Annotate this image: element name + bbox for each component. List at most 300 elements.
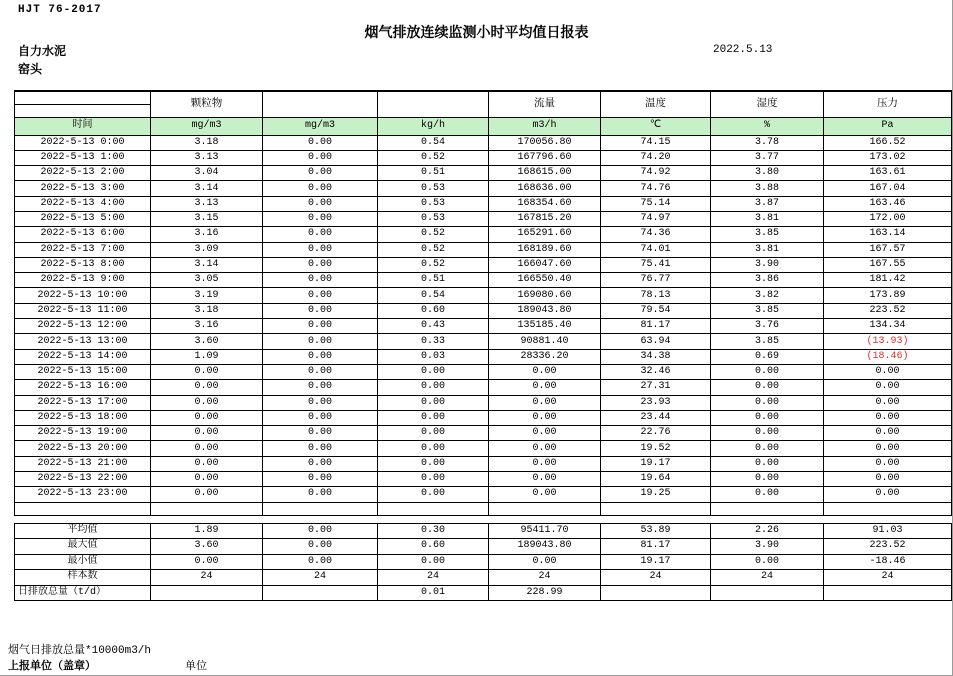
hour-label-cell: 2022-5-13 10:00 xyxy=(15,288,151,303)
hour-value-cell: 32.46 xyxy=(601,364,711,379)
summary-value-cell xyxy=(151,585,263,601)
hour-value-cell: 0.00 xyxy=(263,410,378,425)
hour-value-cell: 135185.40 xyxy=(489,319,601,334)
summary-rows xyxy=(15,523,952,601)
hour-value-cell: 0.60 xyxy=(378,303,489,318)
hour-value-cell: 167815.20 xyxy=(489,211,601,226)
report-title: 烟气排放连续监测小时平均值日报表 xyxy=(364,24,589,40)
hour-value-cell: 0.53 xyxy=(378,211,489,226)
hour-value-cell: 0.00 xyxy=(489,472,601,487)
hour-value-cell: 0.00 xyxy=(263,303,378,318)
hour-value-cell: 3.81 xyxy=(711,242,824,257)
hour-value-cell: 22.76 xyxy=(601,426,711,441)
summary-value-cell: 0.01 xyxy=(378,585,489,601)
hour-row xyxy=(15,380,952,395)
hour-value-cell: 0.00 xyxy=(711,487,824,502)
hour-value-cell: 3.04 xyxy=(151,166,263,181)
summary-value-cell: -18.46 xyxy=(824,554,952,570)
hour-value-cell: 163.14 xyxy=(824,227,952,242)
hour-value-cell: 3.80 xyxy=(711,166,824,181)
hour-value-cell: 173.89 xyxy=(824,288,952,303)
hour-value-cell: 0.00 xyxy=(263,196,378,211)
hour-value-cell: 0.00 xyxy=(263,334,378,349)
hour-value-cell: 0.00 xyxy=(824,410,952,425)
hour-value-cell: 3.18 xyxy=(151,303,263,318)
hour-value-cell: 0.54 xyxy=(378,135,489,150)
hour-value-cell: 0.00 xyxy=(378,380,489,395)
summary-value-cell: 0.00 xyxy=(489,554,601,570)
summary-value-cell: 24 xyxy=(151,570,263,586)
hour-value-cell: 168354.60 xyxy=(489,196,601,211)
hour-value-cell: 172.00 xyxy=(824,211,952,226)
hour-value-cell: 3.86 xyxy=(711,273,824,288)
hour-value-cell: 27.31 xyxy=(601,380,711,395)
hour-label-cell: 2022-5-13 21:00 xyxy=(15,456,151,471)
hour-value-cell: 0.00 xyxy=(263,288,378,303)
hour-value-cell: 0.00 xyxy=(378,487,489,502)
hour-label-cell: 2022-5-13 0:00 xyxy=(15,135,151,150)
hour-value-cell: 0.00 xyxy=(263,319,378,334)
hour-value-cell: 0.00 xyxy=(263,472,378,487)
hour-value-cell: 0.51 xyxy=(378,273,489,288)
summary-value-cell: 24 xyxy=(711,570,824,586)
summary-value-cell: 3.90 xyxy=(711,539,824,555)
hour-label-cell: 2022-5-13 16:00 xyxy=(15,380,151,395)
blank-cell xyxy=(378,502,489,515)
hour-row xyxy=(15,181,952,196)
hour-value-cell: 0.00 xyxy=(711,395,824,410)
hour-value-cell: 0.00 xyxy=(263,227,378,242)
unit-time: 时间 xyxy=(15,117,151,135)
summary-value-cell: 0.00 xyxy=(263,554,378,570)
hour-label-cell: 2022-5-13 3:00 xyxy=(15,181,151,196)
summary-value-cell: 24 xyxy=(378,570,489,586)
hour-row xyxy=(15,426,952,441)
hour-value-cell: 74.76 xyxy=(601,181,711,196)
hour-value-cell: 74.01 xyxy=(601,242,711,257)
hour-value-cell: (18.46) xyxy=(824,349,952,364)
hour-value-cell: 3.81 xyxy=(711,211,824,226)
hour-value-cell: 0.00 xyxy=(824,472,952,487)
hour-label-cell: 2022-5-13 23:00 xyxy=(15,487,151,502)
hour-row xyxy=(15,410,952,425)
summary-value-cell xyxy=(711,585,824,601)
hour-value-cell: 189043.80 xyxy=(489,303,601,318)
hour-row xyxy=(15,441,952,456)
summary-value-cell: 91.03 xyxy=(824,523,952,539)
hour-label-cell: 2022-5-13 4:00 xyxy=(15,196,151,211)
blank-row xyxy=(15,502,952,515)
hour-value-cell: 74.36 xyxy=(601,227,711,242)
hour-value-cell: 28336.20 xyxy=(489,349,601,364)
hour-value-cell: 181.42 xyxy=(824,273,952,288)
unit-mgm3-2: mg/m3 xyxy=(263,117,378,135)
hour-value-cell: 3.60 xyxy=(151,334,263,349)
hour-value-cell: 168189.60 xyxy=(489,242,601,257)
hour-value-cell: 0.00 xyxy=(489,364,601,379)
hour-value-cell: 0.00 xyxy=(263,273,378,288)
hour-value-cell: 0.00 xyxy=(151,487,263,502)
blank-cell xyxy=(151,502,263,515)
hour-value-cell: 0.54 xyxy=(378,288,489,303)
summary-value-cell: 0.00 xyxy=(151,554,263,570)
hour-value-cell: 168636.00 xyxy=(489,181,601,196)
hour-value-cell: 0.00 xyxy=(711,380,824,395)
blank-cell xyxy=(489,502,601,515)
hour-row xyxy=(15,319,952,334)
hour-value-cell: 0.00 xyxy=(378,456,489,471)
hour-row xyxy=(15,242,952,257)
hour-label-cell: 2022-5-13 20:00 xyxy=(15,441,151,456)
hour-value-cell: 0.00 xyxy=(263,441,378,456)
summary-value-cell: 228.99 xyxy=(489,585,601,601)
summary-value-cell: 0.00 xyxy=(263,523,378,539)
summary-value-cell: 1.89 xyxy=(151,523,263,539)
hour-row xyxy=(15,456,952,471)
hour-value-cell: 3.13 xyxy=(151,150,263,165)
hour-value-cell: 0.00 xyxy=(263,135,378,150)
hour-value-cell: 166.52 xyxy=(824,135,952,150)
header-humidity: 湿度 xyxy=(711,91,824,117)
unit-percent: % xyxy=(711,117,824,135)
hour-value-cell: 0.00 xyxy=(711,410,824,425)
hour-value-cell: 0.52 xyxy=(378,150,489,165)
hour-value-cell: 0.00 xyxy=(263,487,378,502)
hour-value-cell: 0.00 xyxy=(263,395,378,410)
header-time-blank-top xyxy=(15,91,151,104)
hour-label-cell: 2022-5-13 19:00 xyxy=(15,426,151,441)
hour-value-cell: 3.16 xyxy=(151,319,263,334)
blank-cell xyxy=(263,502,378,515)
standard-code: HJT 76-2017 xyxy=(18,4,102,16)
hour-row xyxy=(15,227,952,242)
hour-value-cell: 0.00 xyxy=(824,487,952,502)
hour-value-cell: 166550.40 xyxy=(489,273,601,288)
hour-value-cell: 0.00 xyxy=(378,441,489,456)
hour-row xyxy=(15,334,952,349)
hour-value-cell: 223.52 xyxy=(824,303,952,318)
hour-value-cell: 168615.00 xyxy=(489,166,601,181)
summary-table xyxy=(14,523,952,602)
header-blank-col3 xyxy=(263,91,378,117)
hour-value-cell: 78.13 xyxy=(601,288,711,303)
hour-value-cell: 0.00 xyxy=(263,364,378,379)
hour-row xyxy=(15,273,952,288)
hour-value-cell: 19.25 xyxy=(601,487,711,502)
summary-value-cell: 53.89 xyxy=(601,523,711,539)
hour-label-cell: 2022-5-13 2:00 xyxy=(15,166,151,181)
hour-value-cell: 0.00 xyxy=(263,426,378,441)
hour-value-cell: 163.61 xyxy=(824,166,952,181)
table-section-gap xyxy=(14,516,951,523)
hour-value-cell: 0.00 xyxy=(824,364,952,379)
summary-row xyxy=(15,523,952,539)
summary-value-cell: 95411.70 xyxy=(489,523,601,539)
hour-value-cell: 0.00 xyxy=(824,456,952,471)
hour-value-cell: 0.00 xyxy=(378,426,489,441)
hour-label-cell: 2022-5-13 15:00 xyxy=(15,364,151,379)
unit-label: 单位 xyxy=(185,661,207,673)
summary-value-cell: 223.52 xyxy=(824,539,952,555)
hour-value-cell: 23.44 xyxy=(601,410,711,425)
hour-row xyxy=(15,303,952,318)
hour-value-cell: 3.15 xyxy=(151,211,263,226)
hour-value-cell: 0.00 xyxy=(489,441,601,456)
hour-value-cell: 3.13 xyxy=(151,196,263,211)
hour-value-cell: 167.57 xyxy=(824,242,952,257)
hour-value-cell: 0.00 xyxy=(263,181,378,196)
hour-value-cell: 166047.60 xyxy=(489,257,601,272)
hour-value-cell: 134.34 xyxy=(824,319,952,334)
report-date: 2022.5.13 xyxy=(713,44,773,56)
unit-pa: Pa xyxy=(824,117,952,135)
hour-value-cell: 0.03 xyxy=(378,349,489,364)
summary-row xyxy=(15,585,952,601)
hour-row xyxy=(15,487,952,502)
hour-value-cell: 0.00 xyxy=(151,395,263,410)
daily-total-note: 烟气日排放总量*10000m3/h xyxy=(8,645,152,657)
hour-value-cell: 0.00 xyxy=(711,441,824,456)
unit-mgm3-1: mg/m3 xyxy=(151,117,263,135)
hourly-data-table xyxy=(14,90,952,516)
hour-value-cell: 170056.80 xyxy=(489,135,601,150)
hour-value-cell: 0.00 xyxy=(711,472,824,487)
blank-cell xyxy=(15,502,151,515)
hour-label-cell: 2022-5-13 1:00 xyxy=(15,150,151,165)
summary-value-cell xyxy=(263,585,378,601)
hour-row xyxy=(15,288,952,303)
summary-value-cell: 24 xyxy=(263,570,378,586)
hour-value-cell: 173.02 xyxy=(824,150,952,165)
hour-value-cell: 0.00 xyxy=(824,380,952,395)
hour-value-cell: 0.00 xyxy=(263,242,378,257)
hour-value-cell: 0.00 xyxy=(263,150,378,165)
hour-value-cell: 0.00 xyxy=(151,380,263,395)
hour-row xyxy=(15,364,952,379)
hour-value-cell: 75.14 xyxy=(601,196,711,211)
summary-label-cell: 日排放总量（t/d） xyxy=(15,585,151,601)
hour-value-cell: 0.00 xyxy=(263,456,378,471)
hour-value-cell: 163.46 xyxy=(824,196,952,211)
unit-m3h: m3/h xyxy=(489,117,601,135)
hour-value-cell: 3.85 xyxy=(711,227,824,242)
hour-value-cell: 3.88 xyxy=(711,181,824,196)
hour-value-cell: 167.55 xyxy=(824,257,952,272)
hour-label-cell: 2022-5-13 7:00 xyxy=(15,242,151,257)
hour-value-cell: 3.09 xyxy=(151,242,263,257)
hour-row xyxy=(15,257,952,272)
hour-value-cell: 0.00 xyxy=(263,211,378,226)
unit-celsius: ℃ xyxy=(601,117,711,135)
summary-label-cell: 平均值 xyxy=(15,523,151,539)
hour-value-cell: 3.14 xyxy=(151,257,263,272)
hour-value-cell: 0.33 xyxy=(378,334,489,349)
summary-value-cell: 0.00 xyxy=(378,554,489,570)
hour-value-cell: 23.93 xyxy=(601,395,711,410)
summary-value-cell: 24 xyxy=(824,570,952,586)
summary-value-cell xyxy=(824,585,952,601)
summary-value-cell: 24 xyxy=(489,570,601,586)
summary-value-cell: 0.30 xyxy=(378,523,489,539)
hour-value-cell: (13.93) xyxy=(824,334,952,349)
hour-value-cell: 90881.40 xyxy=(489,334,601,349)
summary-value-cell: 0.00 xyxy=(711,554,824,570)
hour-value-cell: 0.00 xyxy=(711,364,824,379)
hour-value-cell: 0.00 xyxy=(151,426,263,441)
hour-value-cell: 0.00 xyxy=(489,456,601,471)
hour-label-cell: 2022-5-13 5:00 xyxy=(15,211,151,226)
summary-row xyxy=(15,539,952,555)
hour-value-cell: 3.19 xyxy=(151,288,263,303)
hour-label-cell: 2022-5-13 8:00 xyxy=(15,257,151,272)
hour-value-cell: 0.00 xyxy=(711,426,824,441)
header-time-blank-bottom xyxy=(15,104,151,117)
hour-value-cell: 0.52 xyxy=(378,257,489,272)
hour-value-cell: 79.54 xyxy=(601,303,711,318)
hour-label-cell: 2022-5-13 14:00 xyxy=(15,349,151,364)
hour-value-cell: 74.20 xyxy=(601,150,711,165)
hour-value-cell: 74.92 xyxy=(601,166,711,181)
hour-value-cell: 0.00 xyxy=(378,395,489,410)
summary-value-cell: 24 xyxy=(601,570,711,586)
hour-value-cell: 3.90 xyxy=(711,257,824,272)
summary-value-cell: 19.17 xyxy=(601,554,711,570)
summary-value-cell: 3.60 xyxy=(151,539,263,555)
hour-value-cell: 0.52 xyxy=(378,227,489,242)
hour-value-cell: 0.00 xyxy=(151,456,263,471)
hour-value-cell: 3.78 xyxy=(711,135,824,150)
header-pressure: 压力 xyxy=(824,91,952,117)
hour-value-cell: 3.05 xyxy=(151,273,263,288)
hour-value-cell: 0.00 xyxy=(489,380,601,395)
hour-row xyxy=(15,135,952,150)
hour-value-cell: 169080.60 xyxy=(489,288,601,303)
summary-value-cell: 81.17 xyxy=(601,539,711,555)
summary-label-cell: 最大值 xyxy=(15,539,151,555)
header-blank-col4 xyxy=(378,91,489,117)
summary-value-cell: 0.60 xyxy=(378,539,489,555)
hour-row xyxy=(15,196,952,211)
summary-label-cell: 最小值 xyxy=(15,554,151,570)
data-rows xyxy=(15,135,952,502)
hour-value-cell: 3.85 xyxy=(711,334,824,349)
hour-value-cell: 76.77 xyxy=(601,273,711,288)
hour-value-cell: 0.00 xyxy=(378,410,489,425)
hour-value-cell: 0.00 xyxy=(263,380,378,395)
group-header-row-top xyxy=(15,91,952,104)
hour-label-cell: 2022-5-13 6:00 xyxy=(15,227,151,242)
hour-value-cell: 0.00 xyxy=(263,349,378,364)
hour-value-cell: 0.00 xyxy=(489,426,601,441)
report-table-area xyxy=(14,90,951,601)
hour-value-cell: 0.52 xyxy=(378,242,489,257)
company-name: 自力水泥 xyxy=(18,45,67,59)
header-flow: 流量 xyxy=(489,91,601,117)
hour-row xyxy=(15,349,952,364)
hour-label-cell: 2022-5-13 18:00 xyxy=(15,410,151,425)
hour-value-cell: 3.85 xyxy=(711,303,824,318)
hour-row xyxy=(15,150,952,165)
summary-row xyxy=(15,570,952,586)
hour-value-cell: 1.09 xyxy=(151,349,263,364)
hour-value-cell: 0.53 xyxy=(378,181,489,196)
header-particulate: 颗粒物 xyxy=(151,91,263,117)
hour-value-cell: 3.76 xyxy=(711,319,824,334)
hour-label-cell: 2022-5-13 12:00 xyxy=(15,319,151,334)
hour-value-cell: 167.04 xyxy=(824,181,952,196)
blank-cell xyxy=(711,502,824,515)
hour-value-cell: 0.00 xyxy=(378,364,489,379)
monitor-point-name: 窑头 xyxy=(18,63,43,77)
hour-value-cell: 0.00 xyxy=(711,456,824,471)
blank-cell xyxy=(824,502,952,515)
hour-value-cell: 74.15 xyxy=(601,135,711,150)
hour-value-cell: 0.00 xyxy=(824,426,952,441)
reporting-unit-label: 上报单位（盖章） xyxy=(8,661,96,673)
hour-value-cell: 0.53 xyxy=(378,196,489,211)
hour-value-cell: 19.52 xyxy=(601,441,711,456)
summary-value-cell: 2.26 xyxy=(711,523,824,539)
hour-value-cell: 0.00 xyxy=(489,395,601,410)
hour-label-cell: 2022-5-13 22:00 xyxy=(15,472,151,487)
hour-value-cell: 0.00 xyxy=(151,472,263,487)
hour-value-cell: 19.17 xyxy=(601,456,711,471)
hour-value-cell: 34.38 xyxy=(601,349,711,364)
hour-value-cell: 0.00 xyxy=(489,487,601,502)
summary-value-cell: 0.00 xyxy=(263,539,378,555)
hour-value-cell: 0.51 xyxy=(378,166,489,181)
hour-label-cell: 2022-5-13 9:00 xyxy=(15,273,151,288)
hour-value-cell: 165291.60 xyxy=(489,227,601,242)
hour-label-cell: 2022-5-13 13:00 xyxy=(15,334,151,349)
summary-value-cell: 189043.80 xyxy=(489,539,601,555)
hour-value-cell: 0.00 xyxy=(824,395,952,410)
hour-value-cell: 3.87 xyxy=(711,196,824,211)
hour-value-cell: 0.00 xyxy=(263,166,378,181)
hour-value-cell: 3.82 xyxy=(711,288,824,303)
hour-value-cell: 63.94 xyxy=(601,334,711,349)
hour-value-cell: 0.00 xyxy=(824,441,952,456)
summary-row xyxy=(15,554,952,570)
hour-value-cell: 19.64 xyxy=(601,472,711,487)
hour-value-cell: 0.00 xyxy=(151,364,263,379)
hour-value-cell: 0.43 xyxy=(378,319,489,334)
hour-value-cell: 167796.60 xyxy=(489,150,601,165)
unit-kgh: kg/h xyxy=(378,117,489,135)
hour-value-cell: 0.00 xyxy=(378,472,489,487)
hour-value-cell: 75.41 xyxy=(601,257,711,272)
hour-row xyxy=(15,395,952,410)
hour-value-cell: 3.18 xyxy=(151,135,263,150)
header-temperature: 温度 xyxy=(601,91,711,117)
hour-value-cell: 0.00 xyxy=(151,441,263,456)
hour-row xyxy=(15,211,952,226)
unit-header-row xyxy=(15,117,952,135)
hour-value-cell: 0.69 xyxy=(711,349,824,364)
hour-value-cell: 74.97 xyxy=(601,211,711,226)
blank-cell xyxy=(601,502,711,515)
hour-value-cell: 0.00 xyxy=(489,410,601,425)
summary-label-cell: 样本数 xyxy=(15,570,151,586)
hour-value-cell: 0.00 xyxy=(263,257,378,272)
hour-value-cell: 81.17 xyxy=(601,319,711,334)
hour-value-cell: 3.77 xyxy=(711,150,824,165)
hour-row xyxy=(15,166,952,181)
hour-value-cell: 3.14 xyxy=(151,181,263,196)
hour-row xyxy=(15,472,952,487)
hour-value-cell: 0.00 xyxy=(151,410,263,425)
hour-label-cell: 2022-5-13 17:00 xyxy=(15,395,151,410)
